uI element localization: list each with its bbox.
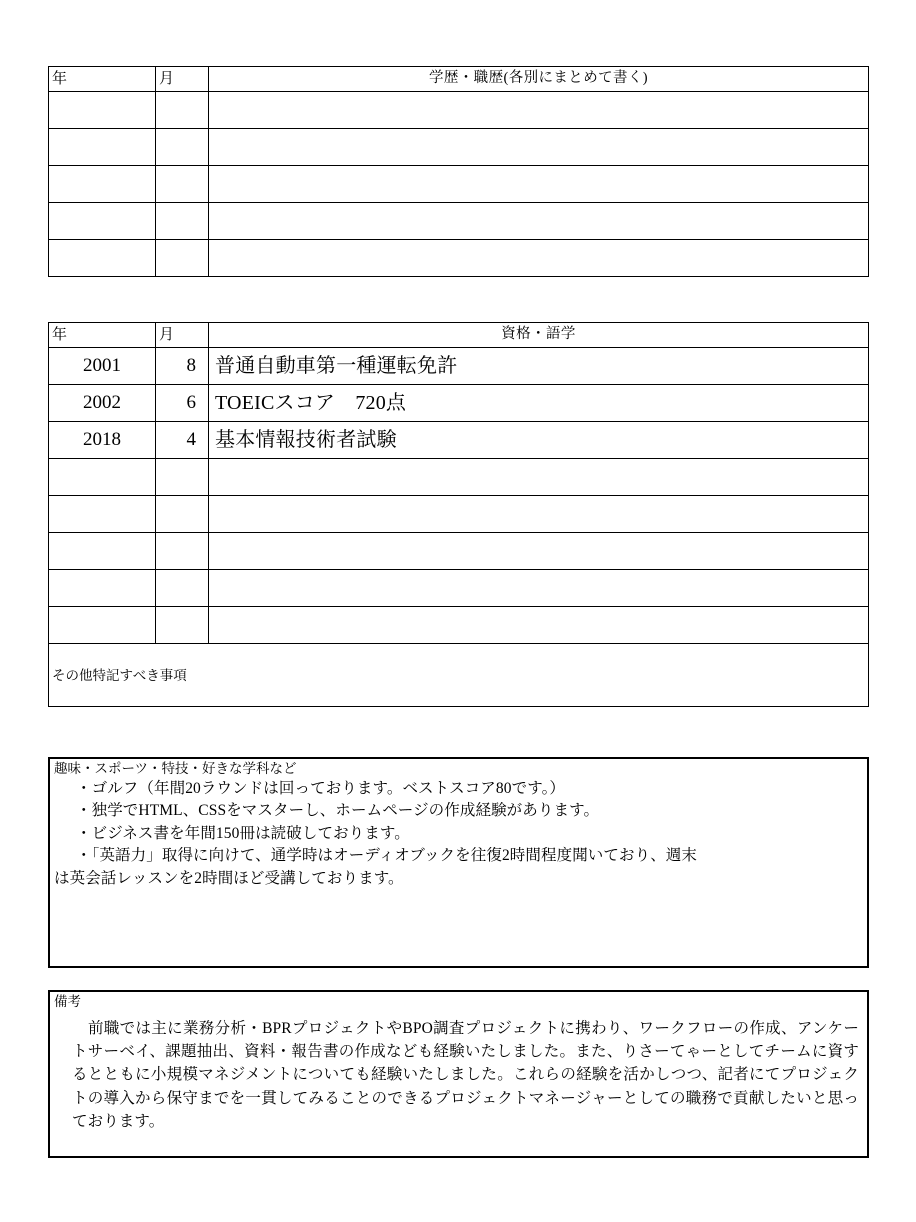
table-row[interactable] — [49, 203, 869, 240]
hobbies-label: 趣味・スポーツ・特技・好きな学科など — [54, 761, 297, 776]
header-label-description: 資格・語学 — [501, 326, 576, 343]
cell-month-value: 6 — [186, 391, 196, 413]
header-label-month: 月 — [159, 326, 175, 343]
table-row[interactable] — [49, 129, 869, 166]
cell-month[interactable] — [156, 166, 209, 203]
header-label-year: 年 — [52, 70, 68, 87]
other-notes-label: その他特記すべき事項 — [52, 667, 187, 683]
cell-description[interactable] — [209, 459, 869, 496]
cell-month[interactable] — [156, 203, 209, 240]
header-cell-description — [209, 323, 869, 348]
table-row[interactable] — [49, 570, 869, 607]
header-label-description: 学歴・職歴(各別にまとめて書く) — [428, 70, 649, 87]
header-cell-year — [49, 323, 156, 348]
table-row[interactable] — [49, 92, 869, 129]
table-row[interactable] — [49, 533, 869, 570]
cell-description[interactable] — [209, 422, 869, 459]
cell-description[interactable] — [209, 92, 869, 129]
cell-description[interactable] — [209, 533, 869, 570]
hobbies-box[interactable] — [48, 757, 869, 968]
header-cell-month — [156, 67, 209, 92]
cell-year-value: 2018 — [83, 428, 121, 450]
cell-year[interactable] — [49, 607, 156, 644]
cell-description[interactable] — [209, 203, 869, 240]
cell-year[interactable] — [49, 570, 156, 607]
cell-year[interactable] — [49, 459, 156, 496]
cell-description[interactable] — [209, 166, 869, 203]
header-label-year: 年 — [52, 326, 68, 343]
table-row[interactable] — [49, 348, 869, 385]
list-item: ・ビジネス書を年間150冊は読破しております。 — [76, 824, 410, 842]
cell-year[interactable] — [49, 496, 156, 533]
table-row[interactable] — [49, 459, 869, 496]
cell-month[interactable] — [156, 496, 209, 533]
header-cell-month — [156, 323, 209, 348]
cell-year[interactable] — [49, 533, 156, 570]
cell-description-value: 普通自動車第一種運転免許 — [215, 355, 458, 377]
other-notes-cell[interactable] — [49, 644, 869, 707]
cell-description[interactable] — [209, 570, 869, 607]
cell-month[interactable] — [156, 533, 209, 570]
cell-year[interactable] — [49, 385, 156, 422]
cell-month[interactable] — [156, 385, 209, 422]
list-item-continuation: は英会話レッスンを2時間ほど受講しております。 — [54, 869, 404, 887]
cell-month[interactable] — [156, 129, 209, 166]
cell-description[interactable] — [209, 348, 869, 385]
table-row[interactable] — [49, 422, 869, 459]
cell-year[interactable] — [49, 422, 156, 459]
table-header-row — [49, 67, 869, 92]
table-row[interactable] — [49, 166, 869, 203]
cell-year-value: 2001 — [83, 354, 121, 376]
cell-description-value: TOEICスコア 720点 — [215, 392, 407, 414]
education-history-table — [48, 66, 869, 277]
header-label-month: 月 — [159, 70, 175, 87]
table-row[interactable] — [49, 607, 869, 644]
list-item: ・ゴルフ（年間20ラウンドは回っております。ベストスコア80です。） — [76, 779, 566, 797]
remarks-label: 備考 — [54, 994, 81, 1009]
remarks-body: 前職では主に業務分析・BPRプロジェクトやBPO調査プロジェクトに携わり、ワークフローの作成、アンケートサーベイ、課題抽出、資料・報告書の作成なども経験いたしました。また、りさーてゃーとしてチームに資するとともに小規模マネジメントについても経験いたしました。これらの経験を活かしつつ、記者にてプロジェクトの導入から保守までを一貫してみることのできるプロジェクトマネージャーとしての職務で貢献したいと思っております。 — [72, 1019, 859, 1130]
licenses-table — [48, 322, 869, 707]
table-row[interactable] — [49, 240, 869, 277]
table-row[interactable] — [49, 496, 869, 533]
cell-year[interactable] — [49, 92, 156, 129]
other-notes-row[interactable] — [49, 644, 869, 707]
table-row[interactable] — [49, 385, 869, 422]
cell-month[interactable] — [156, 422, 209, 459]
list-item: ・「英語力」取得に向けて、通学時はオーディオブックを往復2時間程度聞いており、週末 — [76, 847, 698, 865]
remarks-box[interactable] — [48, 990, 869, 1158]
cell-month-value: 8 — [186, 354, 196, 376]
cell-year[interactable] — [49, 129, 156, 166]
cell-description-value: 基本情報技術者試験 — [215, 429, 397, 451]
cell-description[interactable] — [209, 607, 869, 644]
cell-month-value: 4 — [186, 428, 196, 450]
cell-year[interactable] — [49, 203, 156, 240]
cell-year[interactable] — [49, 240, 156, 277]
cell-month[interactable] — [156, 240, 209, 277]
list-item: ・独学でHTML、CSSをマスターし、ホームページの作成経験があります。 — [76, 802, 600, 820]
header-cell-description — [209, 67, 869, 92]
cell-description[interactable] — [209, 385, 869, 422]
cell-month[interactable] — [156, 607, 209, 644]
cell-description[interactable] — [209, 129, 869, 166]
cell-month[interactable] — [156, 92, 209, 129]
table-header-row — [49, 323, 869, 348]
hobbies-list — [50, 778, 867, 890]
cell-month[interactable] — [156, 459, 209, 496]
cell-description[interactable] — [209, 240, 869, 277]
header-cell-year — [49, 67, 156, 92]
cell-year[interactable] — [49, 166, 156, 203]
cell-year-value: 2002 — [83, 391, 121, 413]
cell-month[interactable] — [156, 570, 209, 607]
cell-description[interactable] — [209, 496, 869, 533]
cell-month[interactable] — [156, 348, 209, 385]
cell-year[interactable] — [49, 348, 156, 385]
